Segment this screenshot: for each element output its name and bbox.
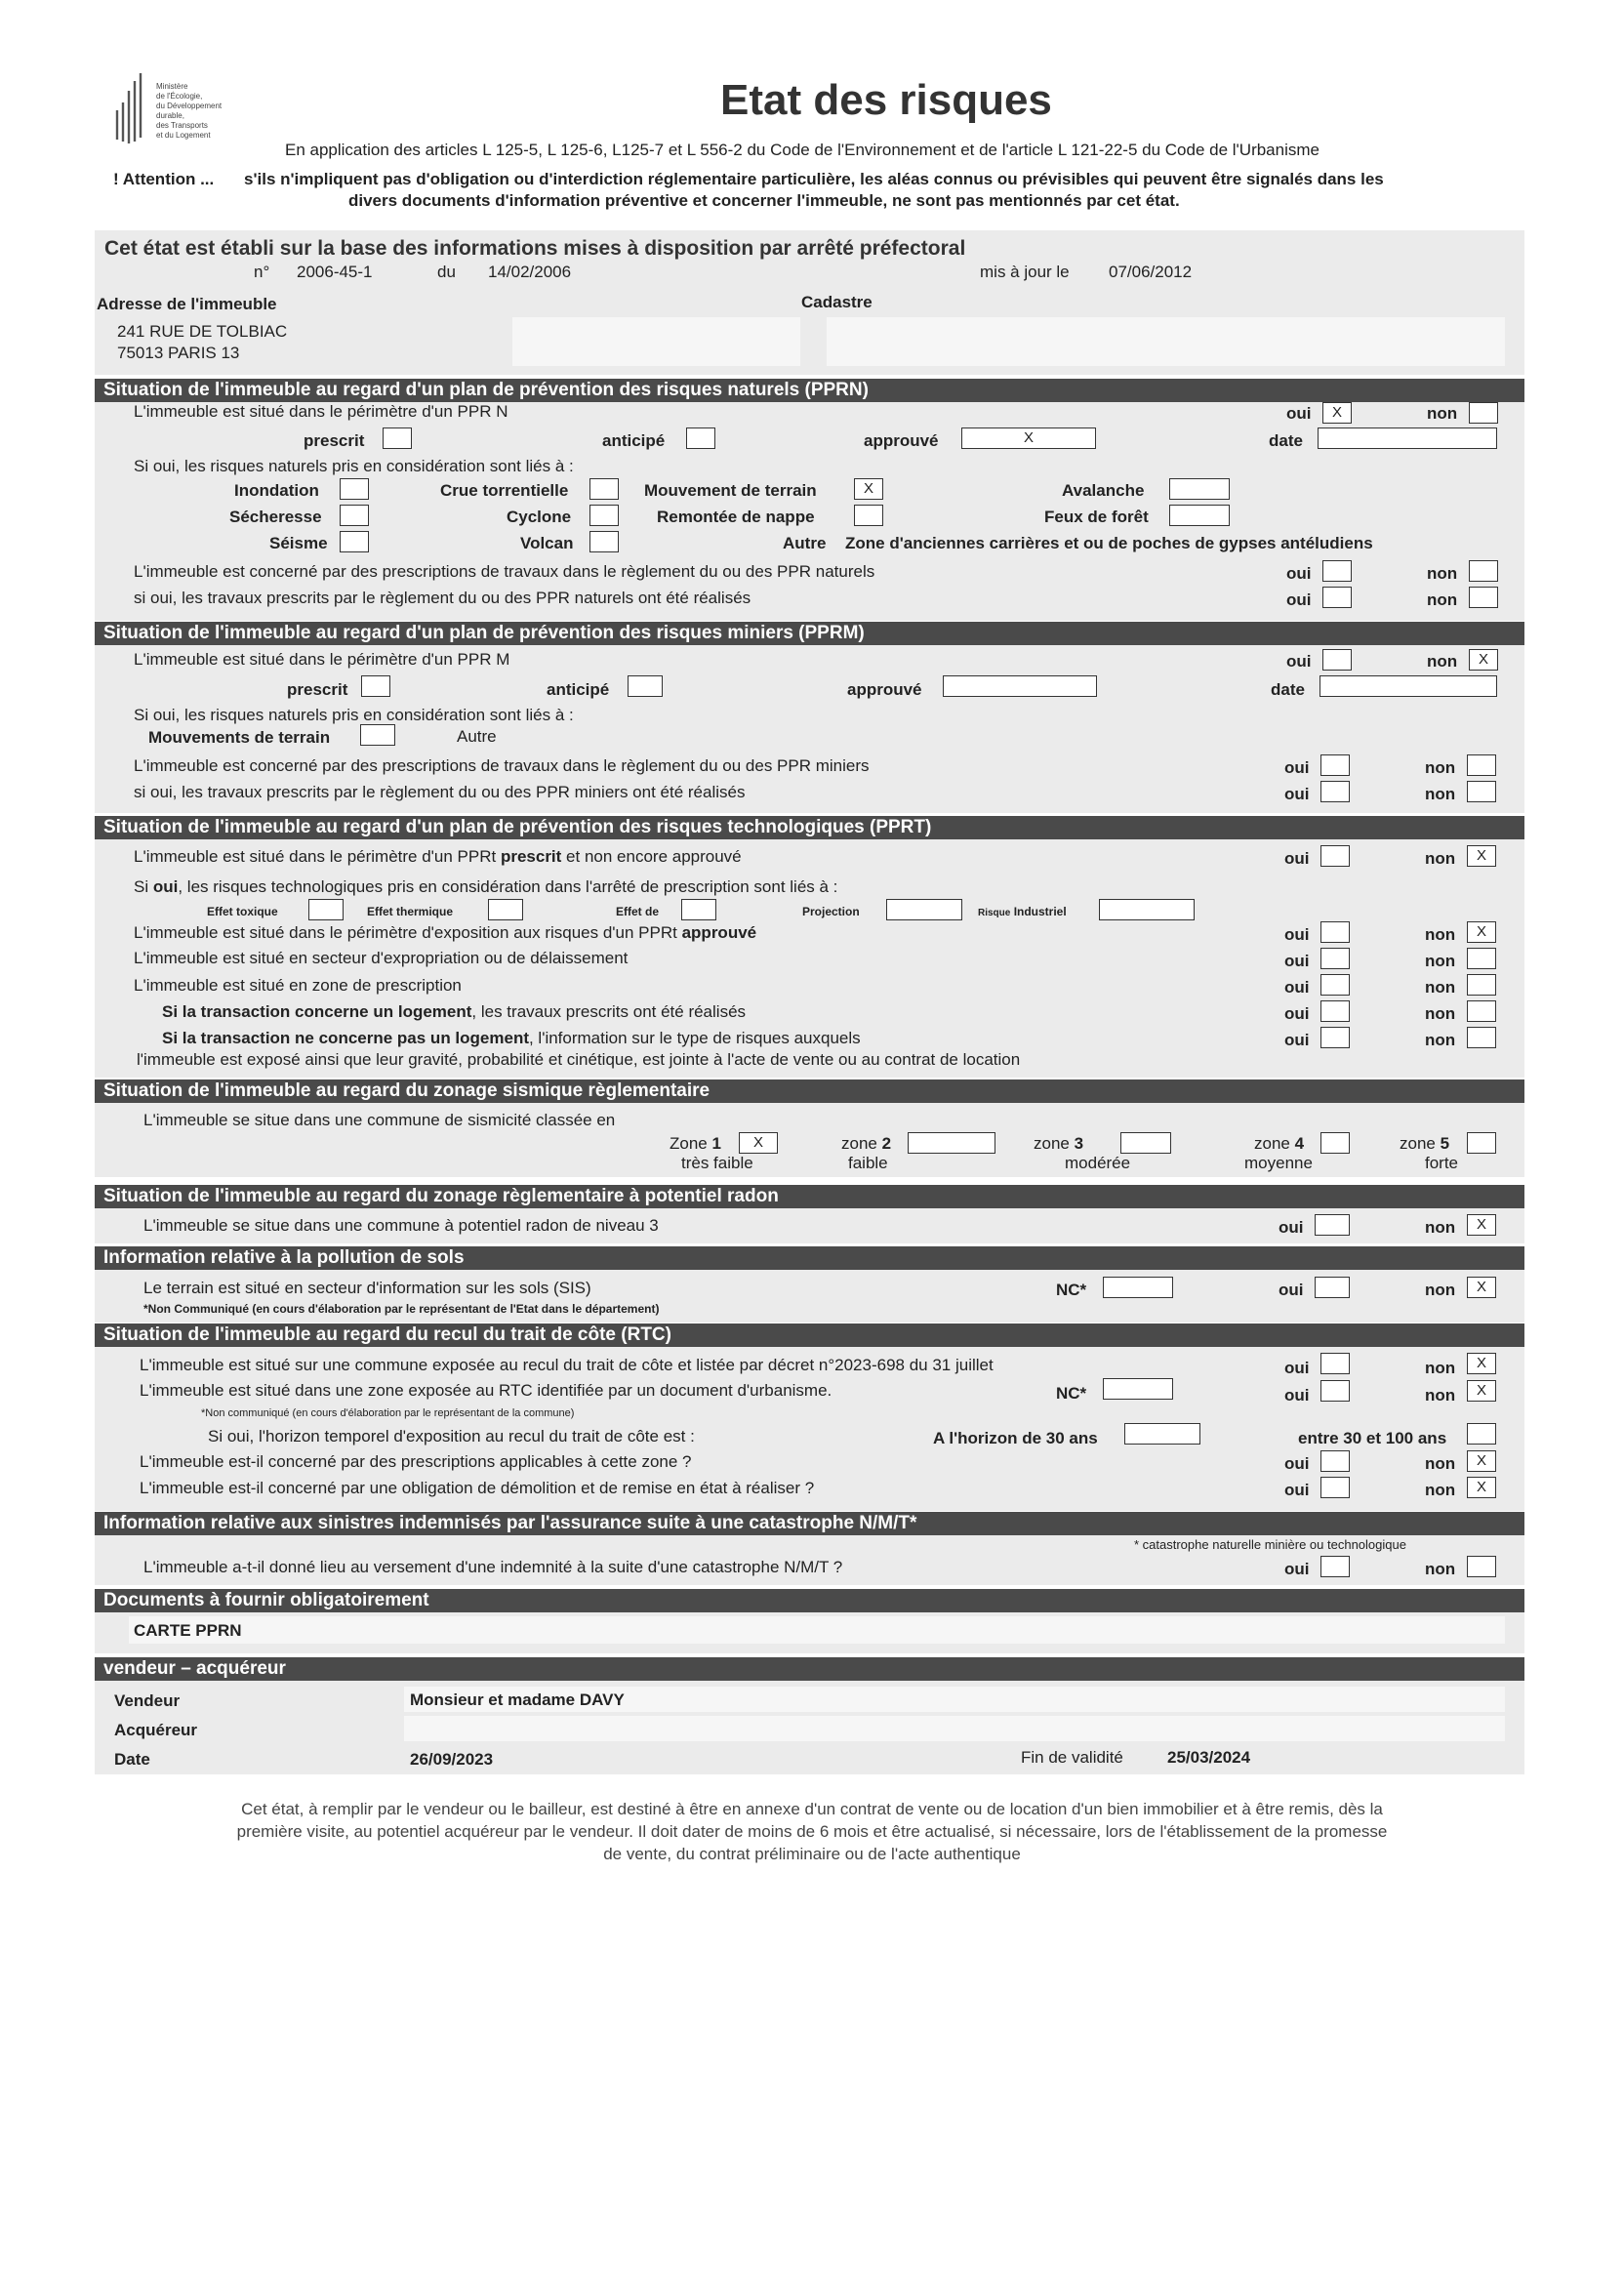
pprt-prescription-zone-non-label: non xyxy=(1425,978,1456,997)
rtc-horizon-30-checkbox[interactable] xyxy=(1124,1423,1200,1445)
sols-oui-checkbox[interactable] xyxy=(1315,1277,1350,1298)
pprm-perimeter-text: L'immeuble est situé dans le périmètre d'un PPR M xyxy=(134,650,510,669)
pprm-date-field[interactable] xyxy=(1320,675,1497,697)
pprn-title: Situation de l'immeuble au regard d'un plan de prévention des risques naturels (PPRN) xyxy=(95,379,1524,402)
risk-inondation-checkbox[interactable] xyxy=(340,478,369,500)
pprt-expropriation-oui-checkbox[interactable] xyxy=(1320,948,1350,969)
date-value: 26/09/2023 xyxy=(410,1750,494,1769)
pprt-prescrit-non-label: non xyxy=(1425,849,1456,868)
pprn-realized-non-label: non xyxy=(1427,590,1458,609)
risk-secheresse-checkbox[interactable] xyxy=(340,505,369,526)
pprt-projection-label: Projection xyxy=(802,905,860,918)
documents-title: Documents à fournir obligatoirement xyxy=(95,1589,1524,1612)
pprt-non-logement-oui-checkbox[interactable] xyxy=(1320,1027,1350,1048)
pprt-title: Situation de l'immeuble au regard d'un plan de prévention des risques technologiques (PPRT) xyxy=(95,816,1524,839)
pprt-approuve-non-checkbox[interactable]: X xyxy=(1467,921,1496,943)
sols-title: Information relative à la pollution de sols xyxy=(95,1246,1524,1270)
pprn-non-checkbox[interactable] xyxy=(1469,402,1498,424)
sinistres-title: Information relative aux sinistres indemnisés par l'assurance suite à une catastrophe N/M/T* xyxy=(95,1512,1524,1535)
pprm-realized-text: si oui, les travaux prescrits par le règlement du ou des PPR miniers ont été réalisés xyxy=(134,783,746,801)
pprt-expropriation-oui-label: oui xyxy=(1284,952,1310,970)
sinistres-non-label: non xyxy=(1425,1560,1456,1578)
sols-non-label: non xyxy=(1425,1281,1456,1299)
rtc-line-2-oui-label: oui xyxy=(1284,1386,1310,1405)
pprt-prescrit-oui-checkbox[interactable] xyxy=(1320,845,1350,867)
pprt-effet-thermique-label: Effet thermique xyxy=(367,905,454,918)
seismic-text: L'immeuble se situe dans une commune de sismicité classée en xyxy=(143,1111,616,1129)
pprt-risks-intro: Si oui, les risques technologiques pris en considération dans l'arrêté de prescription sont liés à : xyxy=(134,877,838,896)
pprn-prescriptions-oui-label: oui xyxy=(1286,564,1312,583)
pprt-effet-toxique-label: Effet toxique xyxy=(207,905,278,918)
documents-value: CARTE PPRN xyxy=(134,1621,242,1640)
pprn-realized-oui-checkbox[interactable] xyxy=(1322,587,1352,608)
pprm-prescriptions-non-label: non xyxy=(1425,758,1456,777)
risk-secheresse-label: Sécheresse xyxy=(229,508,322,526)
ministry-logo-icon xyxy=(115,73,144,143)
sols-text: Le terrain est situé en secteur d'information sur les sols (SIS) xyxy=(143,1279,591,1297)
rtc-line-1-oui-label: oui xyxy=(1284,1359,1310,1377)
pprt-logement-text: Si la transaction concerne un logement, les travaux prescrits ont été réalisés xyxy=(162,1002,747,1021)
pprn-prescriptions-text: L'immeuble est concerné par des prescriptions de travaux dans le règlement du ou des PPR naturels xyxy=(134,562,875,581)
pprm-realized-non-checkbox[interactable] xyxy=(1467,781,1496,802)
risk-autre-value: Zone d'anciennes carrières et ou de poches de gypses antéludiens xyxy=(845,534,1373,552)
rtc-line-4-non-label: non xyxy=(1425,1481,1456,1499)
pprn-realized-non-checkbox[interactable] xyxy=(1469,587,1498,608)
acquereur-field[interactable] xyxy=(404,1716,1505,1741)
pprt-prescrit-oui-label: oui xyxy=(1284,849,1310,868)
pprn-realized-oui-label: oui xyxy=(1286,590,1312,609)
pprn-prescrit-checkbox[interactable] xyxy=(383,428,412,449)
seismic-zone-1-label: Zone 1 xyxy=(670,1134,721,1153)
rtc-line-2-non-label: non xyxy=(1425,1386,1456,1405)
risk-seisme-checkbox[interactable] xyxy=(340,531,369,552)
radon-non-checkbox[interactable]: X xyxy=(1467,1214,1496,1236)
radon-oui-label: oui xyxy=(1279,1218,1304,1237)
risk-avalanche-checkbox[interactable] xyxy=(1169,478,1230,500)
risk-cyclone-label: Cyclone xyxy=(507,508,572,526)
risk-feux-checkbox[interactable] xyxy=(1169,505,1230,526)
rtc-horizon-30-label: A l'horizon de 30 ans xyxy=(933,1429,1098,1447)
risk-crue-label: Crue torrentielle xyxy=(440,481,569,500)
validity-value: 25/03/2024 xyxy=(1167,1748,1251,1767)
pprm-risks-intro: Si oui, les risques naturels pris en considération sont liés à : xyxy=(134,706,574,724)
seismic-zone-4-label: zone 4 xyxy=(1254,1134,1305,1153)
attention-text-2: divers documents d'information préventive et concerner l'immeuble, ne sont pas mentionnés par cet état. xyxy=(348,191,1180,210)
pprt-approuve-oui-label: oui xyxy=(1284,925,1310,944)
pprm-approuve-label: approuvé xyxy=(847,680,922,699)
rtc-line-1-oui-checkbox[interactable] xyxy=(1320,1353,1350,1374)
address-line-1: 241 RUE DE TOLBIAC xyxy=(117,322,288,341)
pprm-date-label: date xyxy=(1271,680,1305,699)
address-field[interactable] xyxy=(512,317,800,366)
rtc-horizon-30-100-checkbox[interactable] xyxy=(1467,1423,1496,1445)
seismic-zone-2-label: zone 2 xyxy=(841,1134,892,1153)
risk-seisme-label: Séisme xyxy=(269,534,328,552)
pprt-logement-oui-label: oui xyxy=(1284,1004,1310,1023)
decree-number: 2006-45-1 xyxy=(297,263,373,281)
pprt-prescription-zone-non-checkbox[interactable] xyxy=(1467,974,1496,996)
seismic-zone-1-checkbox[interactable]: X xyxy=(739,1132,778,1154)
rtc-title: Situation de l'immeuble au regard du recul du trait de côte (RTC) xyxy=(95,1323,1524,1347)
page-title: Etat des risques xyxy=(720,76,1052,124)
pprt-expropriation-non-label: non xyxy=(1425,952,1456,970)
decree-date: 14/02/2006 xyxy=(488,263,572,281)
pprn-prescriptions-oui-checkbox[interactable] xyxy=(1322,560,1352,582)
basis-heading: Cet état est établi sur la base des informations mises à disposition par arrêté préfectoral xyxy=(104,237,966,260)
radon-oui-checkbox[interactable] xyxy=(1315,1214,1350,1236)
risk-autre-label: Autre xyxy=(783,534,827,552)
rtc-line-3: L'immeuble est-il concerné par des prescriptions applicables à cette zone ? xyxy=(140,1452,692,1471)
pprt-exposure-text: l'immeuble est exposé ainsi que leur gravité, probabilité et cinétique, est jointe à l'acte de vente ou au contrat de location xyxy=(137,1050,1021,1069)
pprt-projection-checkbox[interactable] xyxy=(886,899,962,920)
pprn-oui-checkbox[interactable]: X xyxy=(1322,402,1352,424)
sols-nc-label: NC* xyxy=(1056,1281,1087,1299)
rtc-nc-label: NC* xyxy=(1056,1384,1087,1403)
pprt-approuve-text: L'immeuble est situé dans le périmètre d'exposition aux risques d'un PPRt approuvé xyxy=(134,923,757,942)
risk-feux-label: Feux de forêt xyxy=(1044,508,1149,526)
rtc-line-3-oui-label: oui xyxy=(1284,1454,1310,1473)
pprm-title: Situation de l'immeuble au regard d'un plan de prévention des risques miniers (PPRM) xyxy=(95,622,1524,645)
pprt-effet-de-label: Effet de xyxy=(616,905,660,918)
ministry-logo xyxy=(115,73,144,148)
pprt-approuve-oui-checkbox[interactable] xyxy=(1320,921,1350,943)
pprn-prescriptions-non-label: non xyxy=(1427,564,1458,583)
seismic-zone-2-checkbox[interactable] xyxy=(908,1132,995,1154)
rtc-horizon-30-100-label: entre 30 et 100 ans xyxy=(1298,1429,1447,1447)
pprm-autre-label: Autre xyxy=(457,727,497,746)
validity-label: Fin de validité xyxy=(1021,1748,1123,1767)
rtc-line-2: L'immeuble est situé dans une zone exposée au RTC identifiée par un document d'urbanisme. xyxy=(140,1381,832,1400)
sols-nc-field[interactable] xyxy=(1103,1277,1173,1298)
pprn-non-label: non xyxy=(1427,404,1458,423)
sinistres-non-checkbox[interactable] xyxy=(1467,1556,1496,1577)
date-label: Date xyxy=(114,1750,150,1769)
radon-title: Situation de l'immeuble au regard du zonage règlementaire à potentiel radon xyxy=(95,1185,1524,1208)
seismic-zone-5-label: zone 5 xyxy=(1400,1134,1450,1153)
seismic-zone-3-label: zone 3 xyxy=(1034,1134,1084,1153)
pprn-realized-text: si oui, les travaux prescrits par le règlement du ou des PPR naturels ont été réalisés xyxy=(134,589,751,607)
vendeur-label: Vendeur xyxy=(114,1691,181,1710)
address-line-2: 75013 PARIS 13 xyxy=(117,344,240,362)
sols-oui-label: oui xyxy=(1279,1281,1304,1299)
pprm-prescrit-checkbox[interactable] xyxy=(361,675,390,697)
seismic-zone-4-checkbox[interactable] xyxy=(1320,1132,1350,1154)
seismic-zone-5-checkbox[interactable] xyxy=(1467,1132,1496,1154)
pprn-oui-label: oui xyxy=(1286,404,1312,423)
pprt-approuve-non-label: non xyxy=(1425,925,1456,944)
pprn-risks-intro: Si oui, les risques naturels pris en considération sont liés à : xyxy=(134,457,574,475)
rtc-note: *Non communiqué (en cours d'élaboration par le représentant de la commune) xyxy=(201,1407,575,1419)
risk-volcan-label: Volcan xyxy=(520,534,574,552)
sols-non-checkbox[interactable]: X xyxy=(1467,1277,1496,1298)
pprt-effet-toxique-checkbox[interactable] xyxy=(308,899,344,920)
rtc-line-1-non-checkbox[interactable]: X xyxy=(1467,1353,1496,1374)
decree-date-label: du xyxy=(437,263,456,281)
pprn-prescrit-label: prescrit xyxy=(304,431,365,450)
rtc-line-3-oui-checkbox[interactable] xyxy=(1320,1450,1350,1472)
rtc-line-1: L'immeuble est situé sur une commune exposée au recul du trait de côte et listée par décret n°2023-698 du 31 juillet xyxy=(140,1356,994,1374)
acquereur-label: Acquéreur xyxy=(114,1721,198,1739)
pprt-expropriation-non-checkbox[interactable] xyxy=(1467,948,1496,969)
pprt-effet-de-checkbox[interactable] xyxy=(681,899,716,920)
attention-text: s'ils n'impliquent pas d'obligation ou d'interdiction réglementaire particulière, les aléas connus ou prévisibles qui peuvent être signalés dans les xyxy=(244,170,1384,188)
footer-note: Cet état, à remplir par le vendeur ou le bailleur, est destiné à être en annexe d'un contrat de vente ou de location d'un bien immobilier et à être remis, dès la première visite, au potentiel acquéreur par le vendeur. Il doit dater de moins de 6 mois et être actualisé, si nécessaire, lors de l'établissement de la promesse de vente, du contrat préliminaire ou de l'acte authentique xyxy=(236,1800,1388,1863)
rtc-line-3-non-checkbox[interactable]: X xyxy=(1467,1450,1496,1472)
rtc-line-2-non-checkbox[interactable]: X xyxy=(1467,1380,1496,1402)
risk-cyclone-checkbox[interactable] xyxy=(589,505,619,526)
risk-remontee-label: Remontée de nappe xyxy=(657,508,815,526)
risk-mouvement-checkbox[interactable]: X xyxy=(854,478,883,500)
seismic-zone-4-desc: moyenne xyxy=(1244,1154,1313,1172)
pprm-mouvements-checkbox[interactable] xyxy=(360,724,395,746)
cadastre-field[interactable] xyxy=(827,317,1505,366)
sinistres-note: * catastrophe naturelle minière ou technologique xyxy=(1134,1537,1406,1552)
radon-non-label: non xyxy=(1425,1218,1456,1237)
pprm-realized-non-label: non xyxy=(1425,785,1456,803)
seismic-zone-1-desc: très faible xyxy=(681,1154,753,1172)
pprt-prescrit-text: L'immeuble est situé dans le périmètre d'un PPRt prescrit et non encore approuvé xyxy=(134,847,742,866)
pprt-risque-industriel-label: Risque Industriel xyxy=(978,905,1067,918)
pprn-approuve-label: approuvé xyxy=(864,431,939,450)
pprt-prescrit-non-checkbox[interactable]: X xyxy=(1467,845,1496,867)
risk-crue-checkbox[interactable] xyxy=(589,478,619,500)
seismic-zone-2-desc: faible xyxy=(848,1154,888,1172)
legal-subtitle: En application des articles L 125-5, L 125-6, L125-7 et L 556-2 du Code de l'Environnement et de l'article L 121-22-5 du Code de l'Urbanisme xyxy=(285,141,1320,159)
sinistres-text: L'immeuble a-t-il donné lieu au versement d'une indemnité à la suite d'une catastrophe N/M/T ? xyxy=(143,1558,843,1576)
pprn-date-field[interactable] xyxy=(1318,428,1497,449)
pprn-perimeter-text: L'immeuble est situé dans le périmètre d'un PPR N xyxy=(134,402,508,421)
risk-volcan-checkbox[interactable] xyxy=(589,531,619,552)
pprt-prescription-zone-text: L'immeuble est situé en zone de prescription xyxy=(134,976,462,995)
rtc-horizon-text: Si oui, l'horizon temporel d'exposition au recul du trait de côte est : xyxy=(208,1427,695,1445)
rtc-line-4-oui-label: oui xyxy=(1284,1481,1310,1499)
seismic-zone-3-desc: modérée xyxy=(1065,1154,1131,1172)
rtc-line-4-oui-checkbox[interactable] xyxy=(1320,1477,1350,1498)
rtc-line-3-non-label: non xyxy=(1425,1454,1456,1473)
sols-note: *Non Communiqué (en cours d'élaboration par le représentant de l'Etat dans le département) xyxy=(143,1302,660,1316)
pprm-prescrit-label: prescrit xyxy=(287,680,348,699)
seismic-zone-5-desc: forte xyxy=(1425,1154,1459,1172)
attention-label: ! Attention ... xyxy=(113,170,215,188)
pprt-logement-non-checkbox[interactable] xyxy=(1467,1000,1496,1022)
pprt-risque-industriel-checkbox[interactable] xyxy=(1099,899,1195,920)
parties-title: vendeur – acquéreur xyxy=(95,1657,1524,1681)
pprt-prescription-zone-oui-checkbox[interactable] xyxy=(1320,974,1350,996)
address-label: Adresse de l'immeuble xyxy=(97,295,277,313)
risk-remontee-checkbox[interactable] xyxy=(854,505,883,526)
pprm-prescriptions-oui-checkbox[interactable] xyxy=(1320,754,1350,776)
seismic-title: Situation de l'immeuble au regard du zonage sismique règlementaire xyxy=(95,1079,1524,1103)
decree-number-label: n° xyxy=(254,263,270,281)
pprn-date-label: date xyxy=(1269,431,1303,450)
rtc-line-4: L'immeuble est-il concerné par une obligation de démolition et de remise en état à réaliser ? xyxy=(140,1479,815,1497)
pprt-expropriation-text: L'immeuble est situé en secteur d'expropriation ou de délaissement xyxy=(134,949,629,967)
rtc-nc-field[interactable] xyxy=(1103,1378,1173,1400)
sinistres-oui-label: oui xyxy=(1284,1560,1310,1578)
pprm-realized-oui-label: oui xyxy=(1284,785,1310,803)
pprt-non-logement-non-checkbox[interactable] xyxy=(1467,1027,1496,1048)
pprm-oui-label: oui xyxy=(1286,652,1312,671)
pprm-prescriptions-oui-label: oui xyxy=(1284,758,1310,777)
pprt-non-logement-oui-label: oui xyxy=(1284,1031,1310,1049)
risk-inondation-label: Inondation xyxy=(234,481,319,500)
rtc-line-1-non-label: non xyxy=(1425,1359,1456,1377)
cadastre-label: Cadastre xyxy=(801,293,873,311)
pprt-logement-non-label: non xyxy=(1425,1004,1456,1023)
pprt-non-logement-non-label: non xyxy=(1425,1031,1456,1049)
pprn-anticipe-checkbox[interactable] xyxy=(686,428,715,449)
vendeur-value: Monsieur et madame DAVY xyxy=(410,1690,625,1709)
pprn-anticipe-label: anticipé xyxy=(602,431,666,450)
pprm-prescriptions-text: L'immeuble est concerné par des prescriptions de travaux dans le règlement du ou des PPR miniers xyxy=(134,756,870,775)
ministry-name: Ministère de l'Écologie, du Développement durable, des Transports et du Logement xyxy=(156,82,223,140)
rtc-line-4-non-checkbox[interactable]: X xyxy=(1467,1477,1496,1498)
pprm-approuve-checkbox[interactable] xyxy=(943,675,1097,697)
pprm-non-label: non xyxy=(1427,652,1458,671)
pprm-oui-checkbox[interactable] xyxy=(1322,649,1352,671)
pprt-non-logement-text: Si la transaction ne concerne pas un logement, l'information sur le type de risques auxquels xyxy=(162,1029,861,1047)
pprt-prescription-zone-oui-label: oui xyxy=(1284,978,1310,997)
update-date: 07/06/2012 xyxy=(1109,263,1193,281)
pprn-approuve-checkbox[interactable]: X xyxy=(961,428,1096,449)
seismic-zone-3-checkbox[interactable] xyxy=(1120,1132,1171,1154)
pprt-effet-thermique-checkbox[interactable] xyxy=(488,899,523,920)
pprm-anticipe-checkbox[interactable] xyxy=(628,675,663,697)
pprm-realized-oui-checkbox[interactable] xyxy=(1320,781,1350,802)
rtc-line-2-oui-checkbox[interactable] xyxy=(1320,1380,1350,1402)
pprt-logement-oui-checkbox[interactable] xyxy=(1320,1000,1350,1022)
risk-mouvement-label: Mouvement de terrain xyxy=(644,481,817,500)
pprm-anticipe-label: anticipé xyxy=(547,680,610,699)
risk-avalanche-label: Avalanche xyxy=(1062,481,1145,500)
pprm-non-checkbox[interactable]: X xyxy=(1469,649,1498,671)
pprm-mouvements-label: Mouvements de terrain xyxy=(148,728,331,747)
pprm-prescriptions-non-checkbox[interactable] xyxy=(1467,754,1496,776)
radon-text: L'immeuble se situe dans une commune à potentiel radon de niveau 3 xyxy=(143,1216,659,1235)
sinistres-oui-checkbox[interactable] xyxy=(1320,1556,1350,1577)
pprn-prescriptions-non-checkbox[interactable] xyxy=(1469,560,1498,582)
update-label: mis à jour le xyxy=(980,263,1070,281)
documents-field[interactable] xyxy=(129,1616,1505,1644)
